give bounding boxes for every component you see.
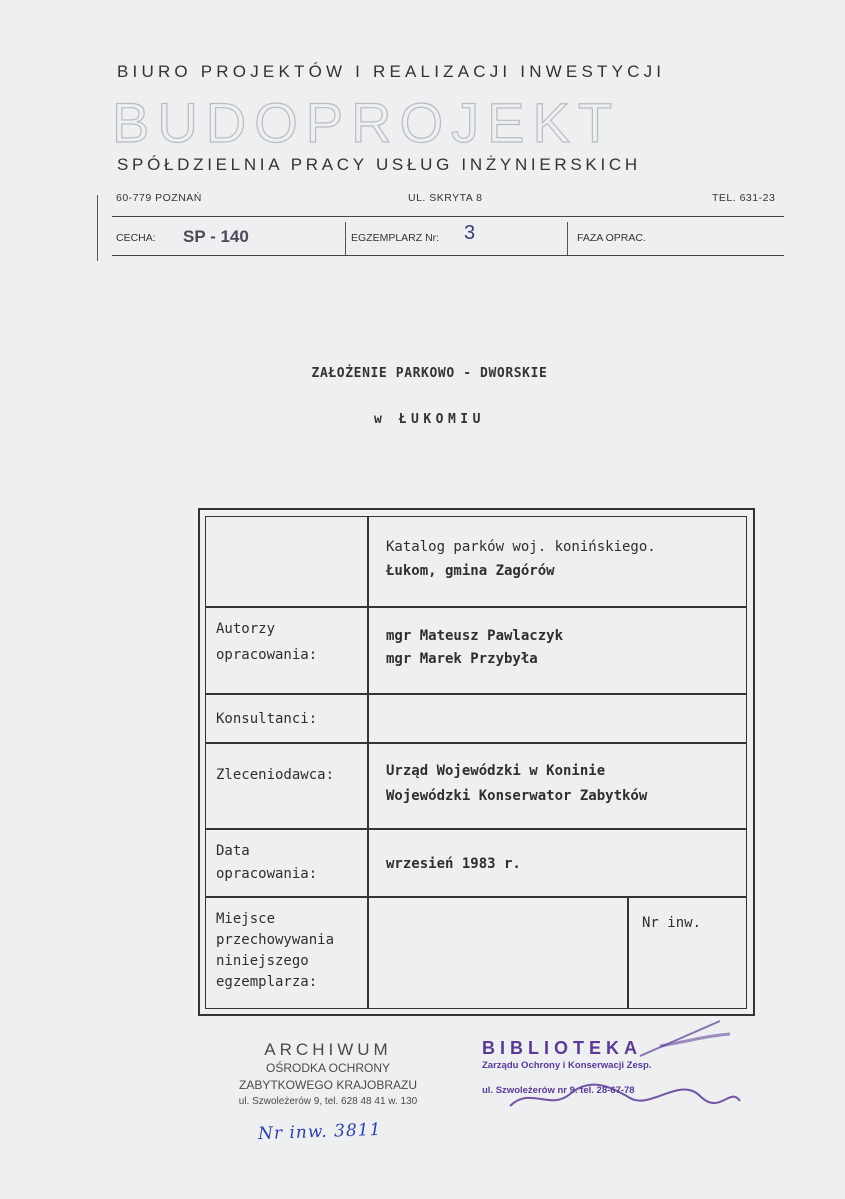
header-cooperative-name: SPÓŁDZIELNIA PRACY USŁUG INŻYNIERSKICH xyxy=(117,155,641,174)
egzemplarz-label: EGZEMPLARZ Nr: xyxy=(351,232,440,244)
client-conservator: Wojewódzki Konserwator Zabytków xyxy=(386,788,648,804)
authors-label: Autorzy xyxy=(216,621,276,637)
table-row-divider xyxy=(205,742,747,744)
header-rule-bottom xyxy=(112,255,784,256)
egzemplarz-value: 3 xyxy=(464,222,476,244)
storage-label-4: egzemplarza: xyxy=(216,974,318,990)
faza-label: FAZA OPRAC. xyxy=(577,232,646,244)
client-label: Zleceniodawca: xyxy=(216,767,335,783)
catalog-title: Katalog parków woj. konińskiego. xyxy=(386,539,656,555)
cecha-label: CECHA: xyxy=(116,232,156,244)
header-logo: BUDOPROJEKT xyxy=(112,91,621,154)
cecha-value: SP - 140 xyxy=(183,227,249,246)
document-subtitle: w ŁUKOMIU xyxy=(374,412,485,427)
table-column-divider xyxy=(367,516,369,1009)
table-row-divider xyxy=(205,896,747,898)
archive-stamp-line2: OŚRODKA OCHRONY xyxy=(265,1061,391,1075)
author-1: mgr Mateusz Pawlaczyk xyxy=(386,628,564,644)
library-stamp-line2: Zarządu Ochrony i Konserwacji Zesp. xyxy=(482,1060,652,1071)
document-title: ZAŁOŻENIE PARKOWO - DWORSKIE xyxy=(311,366,548,381)
storage-label-3: niniejszego xyxy=(216,953,309,969)
library-stamp-title: BIBLIOTEKA xyxy=(482,1038,642,1058)
table-row-divider xyxy=(205,606,747,608)
client-office: Urząd Wojewódzki w Koninie xyxy=(386,763,606,779)
author-2: mgr Marek Przybyła xyxy=(386,651,538,667)
consultants-label: Konsultanci: xyxy=(216,711,318,727)
meta-separator xyxy=(345,222,346,255)
table-column-divider xyxy=(627,896,629,1009)
catalog-location: Łukom, gmina Zagórów xyxy=(386,563,555,579)
date-value: wrzesień 1983 r. xyxy=(386,856,521,872)
date-label-2: opracowania: xyxy=(216,866,318,882)
authors-label-2: opracowania: xyxy=(216,647,318,663)
archive-stamp-line3: ZABYTKOWEGO KRAJOBRAZU xyxy=(238,1078,418,1092)
storage-label: Miejsce xyxy=(216,911,276,927)
library-stamp-address: ul. Szwoleżerów nr 9. tel. 28-67-78 xyxy=(482,1085,635,1096)
storage-label-2: przechowywania xyxy=(216,932,335,948)
date-label: Data xyxy=(216,843,250,859)
table-row-divider xyxy=(205,693,747,695)
header-address-street: UL. SKRYTA 8 xyxy=(408,192,483,204)
archive-stamp-address: ul. Szwoleżerów 9, tel. 628 48 41 w. 130 xyxy=(238,1096,418,1107)
handwritten-inventory-number: Nr inw. 3811 xyxy=(257,1119,382,1145)
table-row-divider xyxy=(205,828,747,830)
header-rule-top xyxy=(112,216,784,217)
library-signature-scribble xyxy=(490,1016,750,1126)
archive-stamp xyxy=(218,1040,438,1110)
meta-separator xyxy=(567,222,568,255)
margin-line xyxy=(97,195,98,261)
header-office-name: BIURO PROJEKTÓW I REALIZACJI INWESTYCJI xyxy=(117,62,666,81)
header-address-phone: TEL. 631-23 xyxy=(712,192,776,204)
header-address-city: 60-779 POZNAŃ xyxy=(116,192,202,204)
archive-stamp-title: ARCHIWUM xyxy=(264,1040,392,1059)
inventory-number-label: Nr inw. xyxy=(642,915,702,931)
